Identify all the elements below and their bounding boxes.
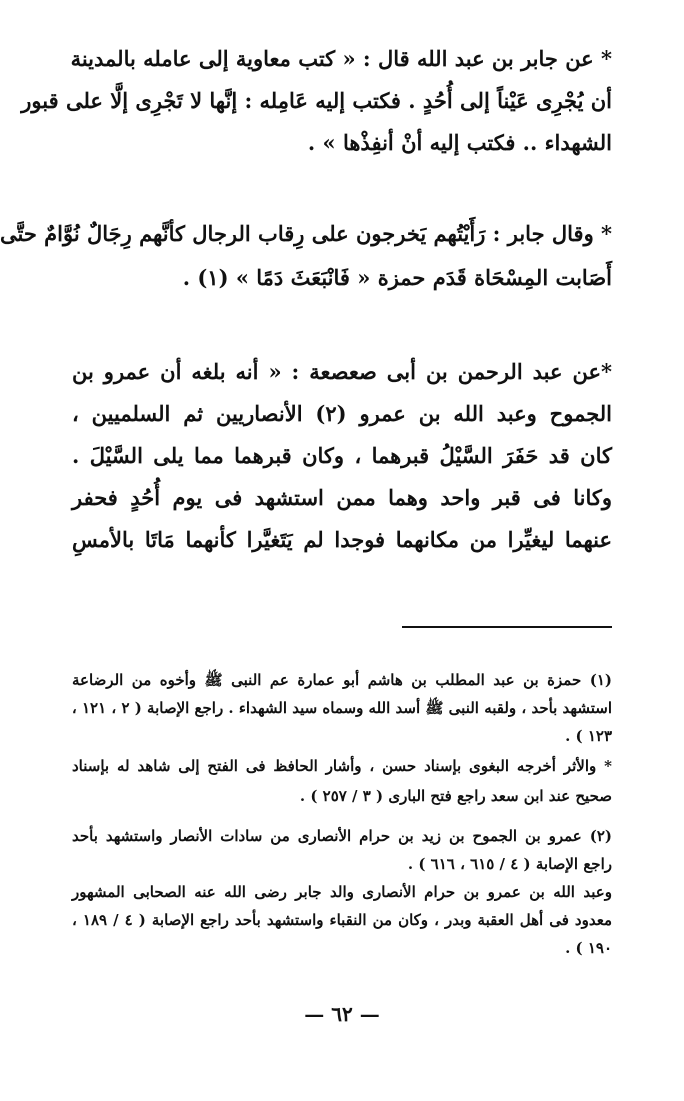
page-number-dash: — [359,1002,380,1026]
footnote-line: * والأثر أخرجه البغوى بإسناد حسن ، وأشار الحافظ فى الفتح إلى شاهد له بإسناد [72,757,612,775]
text-line: * عن جابر بن عبد الله قال : « كتب معاوية إلى عامله بالمدينة [70,46,612,71]
text-line: وكانا فى قبر واحد وهما ممن استشهد فى يوم أُحُدٍ فحفر [72,485,612,510]
footnote-line: صحيح عند ابن سعد راجع فتح البارى ( ٣ / ٢٥٧ ) . [299,787,612,805]
footnote-line: راجع الإصابة ( ٤ / ٦١٥ ، ٦١٦ ) . [407,855,612,873]
text-line: الشهداء .. فكتب إليه أنْ أنفِذْها » . [307,130,612,155]
footnote-line: وعبد الله بن عمرو بن حرام الأنصارى والد جابر رضى الله عنه الصحابى المشهور [72,883,612,901]
text-line: كان قد حَفَرَ السَّيْلُ قبرهما ، وكان قبرهما مما يلى السَّيْلَ . [72,443,612,468]
text-line: أن يُجْرِى عَيْناً إلى أُحُدٍ . فكتب إليه عَامِله : إنَّها لا تَجْرِى إلَّا على قبور [21,88,612,113]
page-number-value: ٦٢ [331,1002,353,1026]
footnote-line: معدود فى أهل العقبة وبدر ، وكان من النقباء واستشهد بأحد راجع الإصابة ( ٤ / ١٨٩ ، [72,911,612,929]
footnote-separator [402,626,612,628]
page-number [0,1002,684,1026]
text-line: *عن عبد الرحمن بن أبى صعصعة : « أنه بلغه أن عمرو بن [72,359,612,384]
page-number-dash: — [304,1002,325,1026]
footnote-line: ١٢٣ ) . [565,727,612,745]
text-line: الجموح وعبد الله بن عمرو (٢) الأنصاريين ثم السلميين ، [72,401,612,426]
footnote-line: ١٩٠ ) . [565,939,612,957]
footnote-line: (١) حمزة بن عبد المطلب بن هاشم أبو عمارة عم النبى ﷺ وأخوه من الرضاعة [72,671,612,689]
text-line: عنهما ليغيِّرا من مكانهما فوجدا لم يَتَغيَّرا كأنهما مَاتَا بالأمسِ [72,527,612,552]
text-line: * وقال جابر : رَأَيْتُهم يَخرجون على رِقاب الرجال كأنَّهم رِجَالٌ نُوَّامٌ حتَّى [0,221,612,246]
footnote-line: استشهد بأحد ، ولقبه النبى ﷺ أسد الله وسماه سيد الشهداء . راجع الإصابة ( ٢ ، ١٢١ ، [71,699,612,717]
footnote-line: (٢) عمرو بن الجموح بن زيد بن حرام الأنصارى من سادات الأنصار واستشهد بأحد [72,827,612,845]
text-line: أَصَابت المِسْحَاة قَدَم حمزة « فَانْبَعَثَ دَمًا » (١) . [182,265,612,290]
